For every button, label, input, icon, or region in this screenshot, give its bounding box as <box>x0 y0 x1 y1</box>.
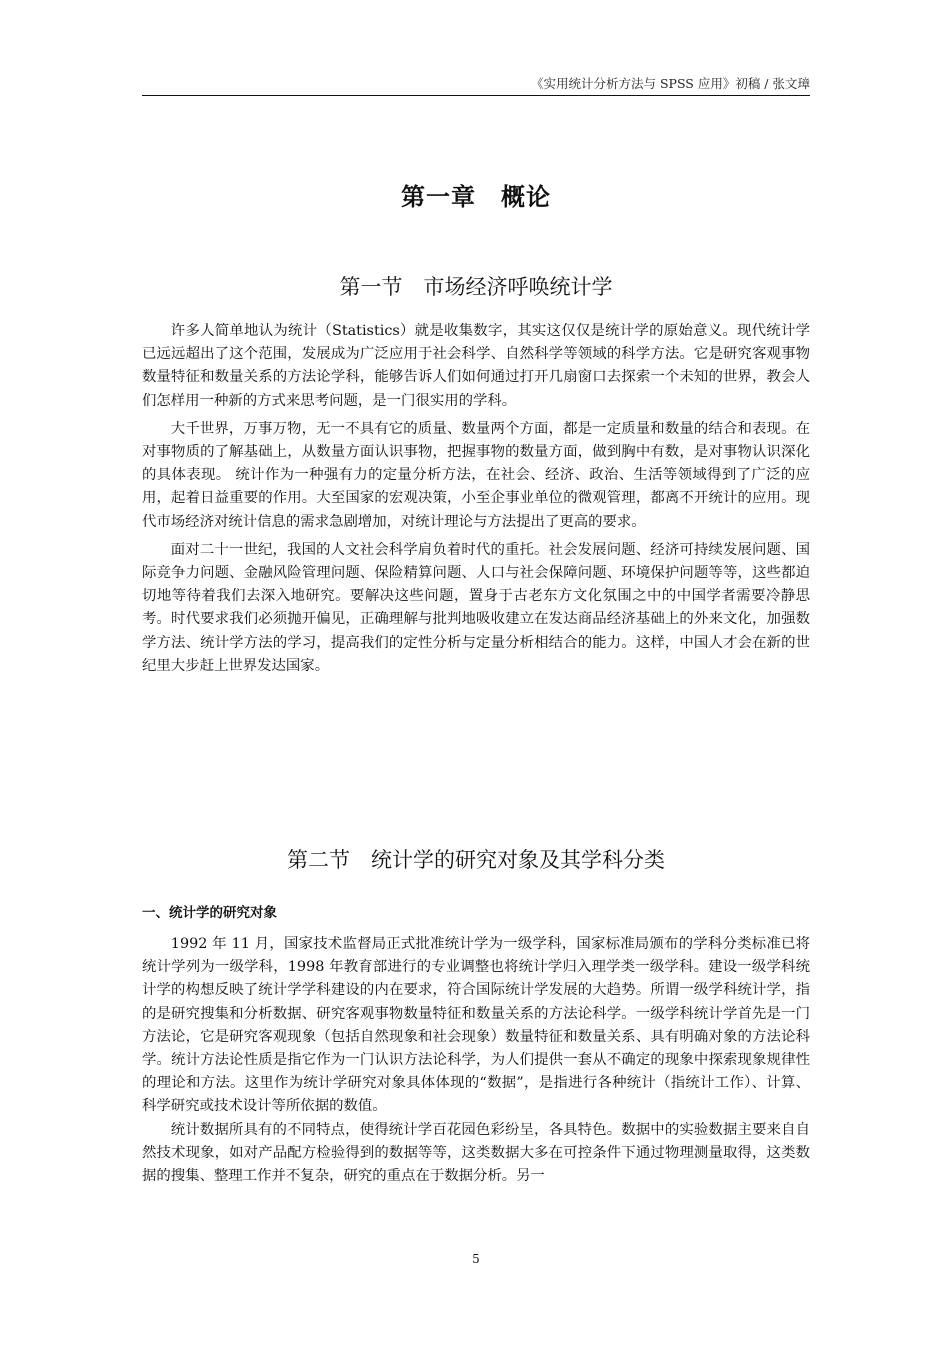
section-1-title: 第一节 市场经济呼唤统计学 <box>339 275 613 299</box>
section-1-paragraph-3: 面对二十一世纪，我国的人文社会科学肩负着时代的重托。社会发展问题、经济可持续发展问题、国际竞争力问题、金融风险管理问题、保险精算问题、人口与社会保障问题、环境保护问题等等，这些都迫切地等待着我们去深入地研究。要解决这些问题，置身于古老东方文化氛围之中的中国学者需要冷静思考。时代要求我们必须抛开偏见，正确理解与批判地吸收建立在发达商品经济基础上的外来文化，加强数学方法、统计学方法的学习，提高我们的定性分析与定量分析相结合的能力。这样，中国人才会在新的世纪里大步赶上世界发达国家。 <box>142 541 810 674</box>
section-2-paragraph-2: 统计数据所具有的不同特点，使得统计学百花园色彩纷呈，各具特色。数据中的实验数据主要来自自然技术现象，如对产品配方检验得到的数据等等，这类数据大多在可控条件下通过物理测量取得，这类数据的搜集、整理工作并不复杂，研究的重点在于数据分析。另一 <box>142 1121 810 1185</box>
running-header: 《实用统计分析方法与 SPSS 应用》初稿 / 张文璋 <box>531 76 810 91</box>
chapter-title: 第一章 概论 <box>401 182 551 211</box>
page-number: 5 <box>472 1252 480 1266</box>
section-1-body <box>142 320 810 678</box>
section-2-title: 第二节 统计学的研究对象及其学科分类 <box>287 848 665 872</box>
section-2-subheading: 一、统计学的研究对象 <box>142 905 277 921</box>
section-1-paragraph-1: 许多人简单地认为统计（Statistics）就是收集数字，其实这仅仅是统计学的原始意义。现代统计学已远远超出了这个范围，发展成为广泛应用于社会科学、自然科学等领域的科学方法。它是研究客观事物数量特征和数量关系的方法论学科，能够告诉人们如何通过打开几扇窗口去探索一个未知的世界，教会人们怎样用一种新的方式来思考问题，是一门很实用的学科。 <box>142 323 810 409</box>
section-2-body <box>142 933 810 1188</box>
header-rule <box>142 95 810 96</box>
section-2-paragraph-1: 1992 年 11 月，国家技术监督局正式批准统计学为一级学科，国家标准局颁布的学科分类标准已将统计学列为一级学科，1998 年教育部进行的专业调整也将统计学归入理学类一级学科。建设一级学科统计学的构想反映了统计学学科建设的内在要求，符合国际统计学发展的大趋势。所谓一级学科统计学，指的是研究搜集和分析数据、研究客观事物数量特征和数量关系的方法论科学。一级学科统计学首先是一门方法论，它是研究客观现象（包括自然现象和社会现象）数量特征和数量关系、具有明确对象的方法论科学。统计方法论性质是指它作为一门认识方法论科学，为人们提供一套从不确定的现象中探索现象规律性的理论和方法。这里作为统计学研究对象具体体现的“数据”，是指进行各种统计（指统计工作）、计算、科学研究或技术设计等所依据的数值。 <box>142 936 810 1115</box>
section-1-paragraph-2: 大千世界，万事万物，无一不具有它的质量、数量两个方面，都是一定质量和数量的结合和表现。在对事物质的了解基础上，从数量方面认识事物，把握事物的数量方面，做到胸中有数，是对事物认识深化的具体表现。 统计作为一种强有力的定量分析方法，在社会、经济、政治、生活等领域得到了广泛的应用，起着日益重要的作用。大至国家的宏观决策，小至企事业单位的微观管理，都离不开统计的应用。现代市场经济对统计信息的需求急剧增加，对统计理论与方法提出了更高的要求。 <box>142 420 810 530</box>
